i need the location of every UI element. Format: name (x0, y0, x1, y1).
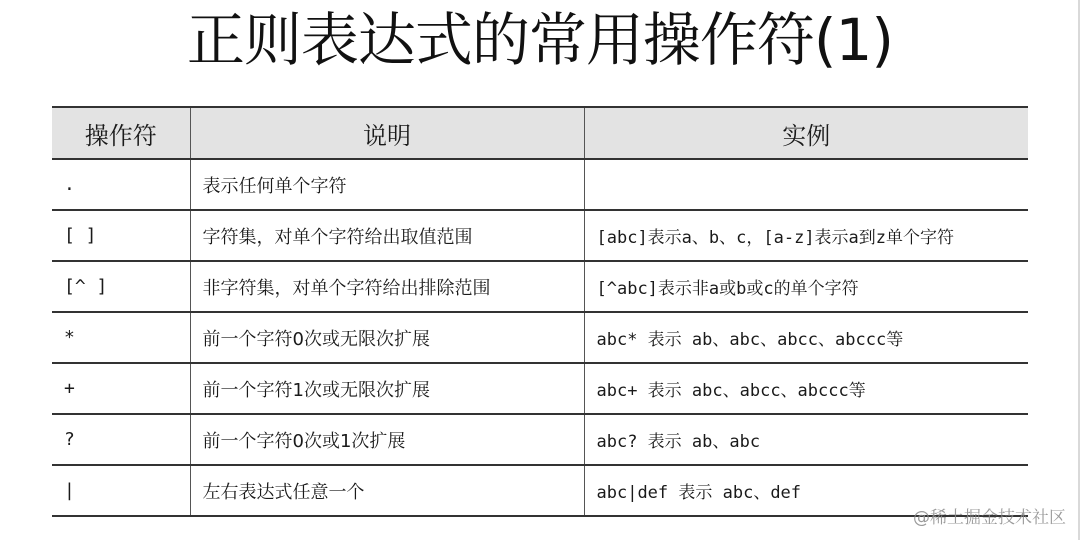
table-row (52, 414, 1028, 465)
description-cell: 前一个字符0次或1次扩展 (190, 414, 584, 465)
table-row (52, 261, 1028, 312)
watermark: @稀土掘金技术社区 (913, 508, 1066, 528)
example-cell: abc|def 表示 abc、def (584, 465, 1028, 516)
example-cell: abc+ 表示 abc、abcc、abccc等 (584, 363, 1028, 414)
description-cell: 左右表达式任意一个 (190, 465, 584, 516)
operator-cell: + (52, 363, 190, 414)
table-row (52, 210, 1028, 261)
description-cell: 前一个字符1次或无限次扩展 (190, 363, 584, 414)
operator-cell: [^ ] (52, 261, 190, 312)
table-header-row (52, 107, 1028, 159)
example-cell: abc* 表示 ab、abc、abcc、abccc等 (584, 312, 1028, 363)
page-title: 正则表达式的常用操作符(1) (186, 6, 894, 74)
operator-cell: ? (52, 414, 190, 465)
example-cell: [^abc]表示非a或b或c的单个字符 (584, 261, 1028, 312)
description-cell: 前一个字符0次或无限次扩展 (190, 312, 584, 363)
operator-cell: * (52, 312, 190, 363)
table-row (52, 312, 1028, 363)
table-row (52, 363, 1028, 414)
operator-cell: . (52, 159, 190, 210)
column-header-description: 说明 (190, 107, 584, 159)
operator-cell: | (52, 465, 190, 516)
description-cell: 字符集，对单个字符给出取值范围 (190, 210, 584, 261)
description-cell: 非字符集，对单个字符给出排除范围 (190, 261, 584, 312)
table-row (52, 159, 1028, 210)
operator-cell: [ ] (52, 210, 190, 261)
column-header-example: 实例 (584, 107, 1028, 159)
example-cell: [abc]表示a、b、c，[a-z]表示a到z单个字符 (584, 210, 1028, 261)
example-cell: abc? 表示 ab、abc (584, 414, 1028, 465)
column-header-operator: 操作符 (52, 107, 190, 159)
operators-table (52, 106, 1028, 517)
table-row (52, 465, 1028, 516)
example-cell (584, 159, 1028, 210)
description-cell: 表示任何单个字符 (190, 159, 584, 210)
